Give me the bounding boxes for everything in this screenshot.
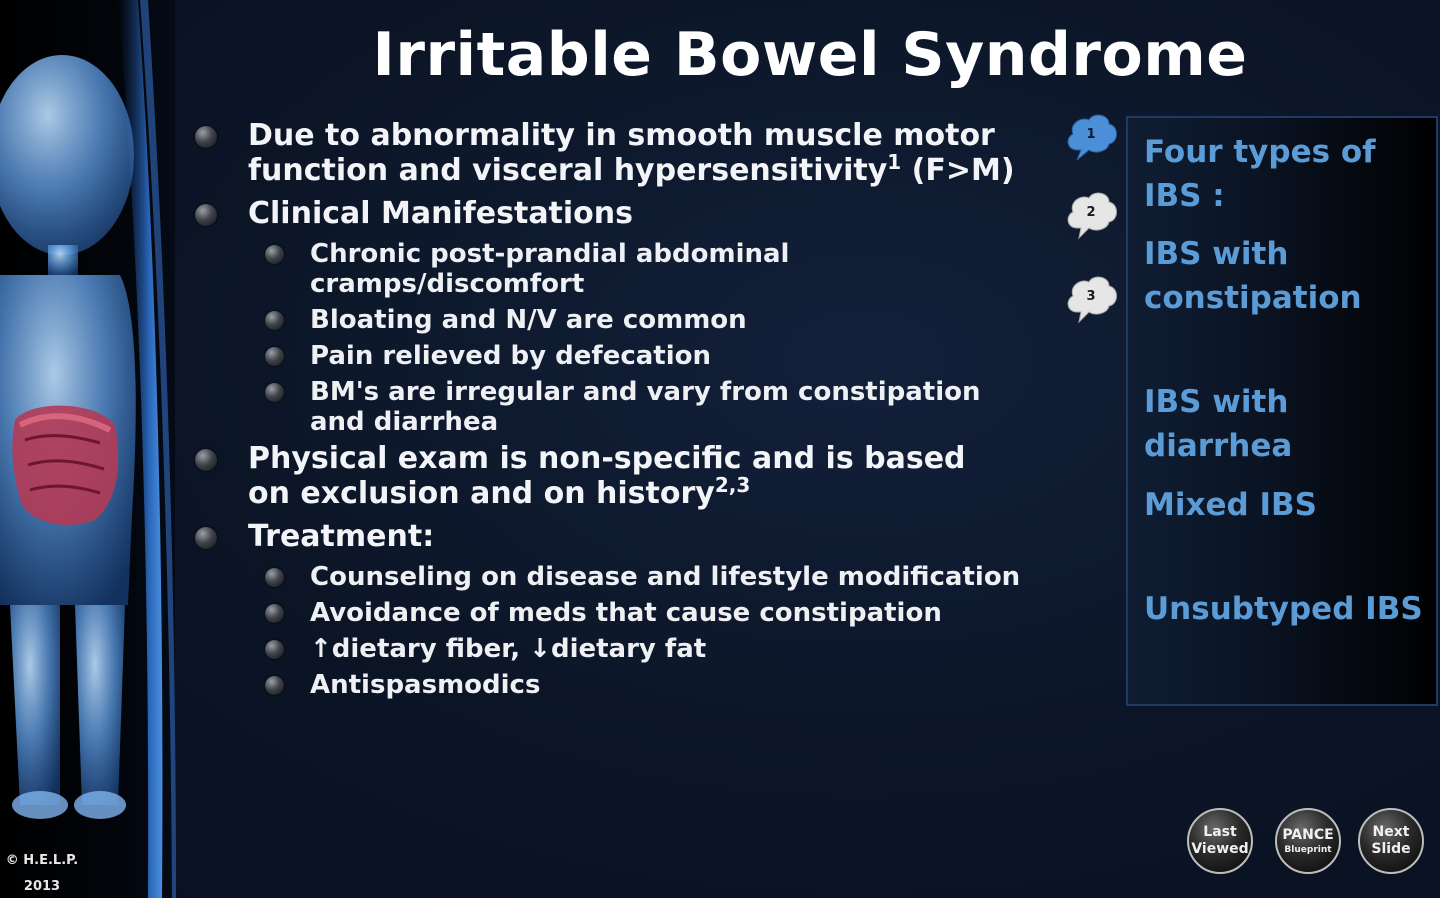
ibs-types-panel <box>1126 116 1438 706</box>
sub-bullet-item <box>195 341 1045 371</box>
sub-bullet-item <box>195 598 1045 628</box>
next-slide-line2: Slide <box>1371 841 1411 857</box>
type-item: Unsubtyped IBS <box>1144 591 1423 627</box>
cloud-icon <box>1063 188 1119 240</box>
copyright-year: 2013 <box>23 879 61 894</box>
copyright-line1: © H.E.L.P. <box>5 853 79 868</box>
bullet-dot-icon <box>195 126 217 148</box>
next-slide-button[interactable] <box>1358 808 1424 874</box>
next-slide-line1: Next <box>1372 824 1410 840</box>
bullet-text: Due to abnormality in smooth muscle motor function and visceral hypersensitivity <box>248 118 995 188</box>
bullet-item <box>195 519 1045 554</box>
sub-bullet-item <box>195 239 1045 299</box>
last-viewed-line2: Viewed <box>1191 841 1249 857</box>
reference-cloud-3-button[interactable] <box>1063 272 1119 324</box>
sub-bullet-text: Chronic post-prandial abdominal cramps/discomfort <box>310 239 790 299</box>
pance-blueprint-button[interactable] <box>1275 808 1341 874</box>
bullet-dot-icon <box>265 640 284 659</box>
type-item: IBS with diarrhea <box>1144 384 1293 464</box>
sub-bullet-item <box>195 670 1045 700</box>
bullet-dot-icon <box>265 245 284 264</box>
bullet-tail: (F>M) <box>901 153 1015 188</box>
bullet-dot-icon <box>265 568 284 587</box>
bullet-dot-icon <box>265 676 284 695</box>
body-figure-image <box>0 45 145 825</box>
copyright-notice <box>2 848 82 898</box>
cloud-number: 1 <box>1086 127 1096 142</box>
type-item: IBS with constipation <box>1144 236 1362 316</box>
last-viewed-button[interactable] <box>1187 808 1253 874</box>
sub-bullet-item <box>195 562 1045 592</box>
bullet-text: Treatment: <box>248 519 435 554</box>
cloud-icon <box>1063 110 1119 162</box>
sub-bullet-text: Counseling on disease and lifestyle modification <box>310 562 1021 592</box>
reference-cloud-2-button[interactable] <box>1063 188 1119 240</box>
bullet-text: Physical exam is non-specific and is based on exclusion and on history <box>248 441 966 511</box>
sub-bullet-item <box>195 634 1045 664</box>
bullet-dot-icon <box>195 449 217 471</box>
bullet-list <box>195 118 1045 706</box>
sub-bullet-text: Avoidance of meds that cause constipation <box>310 598 942 628</box>
bullet-item <box>195 196 1045 231</box>
pance-line1: PANCE <box>1282 826 1334 843</box>
sub-bullet-text: Pain relieved by defecation <box>310 341 712 371</box>
bullet-dot-icon <box>265 347 284 366</box>
bullet-dot-icon <box>195 527 217 549</box>
sub-bullet-text: Antispasmodics <box>310 670 541 700</box>
last-viewed-line1: Last <box>1203 824 1237 840</box>
slide-title: Irritable Bowel Syndrome <box>372 20 1248 90</box>
sub-bullet-item <box>195 377 1010 437</box>
bullet-dot-icon <box>265 604 284 623</box>
sub-bullet-text: ↑dietary fiber, ↓dietary fat <box>310 634 707 664</box>
citation-superscript: 1 <box>887 150 902 174</box>
cloud-number: 2 <box>1086 205 1096 220</box>
bullet-dot-icon <box>195 204 217 226</box>
sub-bullet-text: BM's are irregular and vary from constipation and diarrhea <box>310 377 981 437</box>
pance-line2: Blueprint <box>1284 844 1332 855</box>
bullet-item <box>195 441 1008 511</box>
cloud-icon <box>1063 272 1119 324</box>
bullet-dot-icon <box>265 383 284 402</box>
type-item: Mixed IBS <box>1144 487 1317 523</box>
cloud-number: 3 <box>1086 289 1096 304</box>
reference-cloud-1-button[interactable] <box>1063 110 1119 162</box>
sub-bullet-text: Bloating and N/V are common <box>310 305 747 335</box>
types-heading: Four types of IBS : <box>1144 134 1376 214</box>
citation-superscript: 2,3 <box>714 473 751 497</box>
bullet-item <box>195 118 1045 188</box>
bullet-text: Clinical Manifestations <box>248 196 634 231</box>
bullet-dot-icon <box>265 311 284 330</box>
sub-bullet-item <box>195 305 1045 335</box>
